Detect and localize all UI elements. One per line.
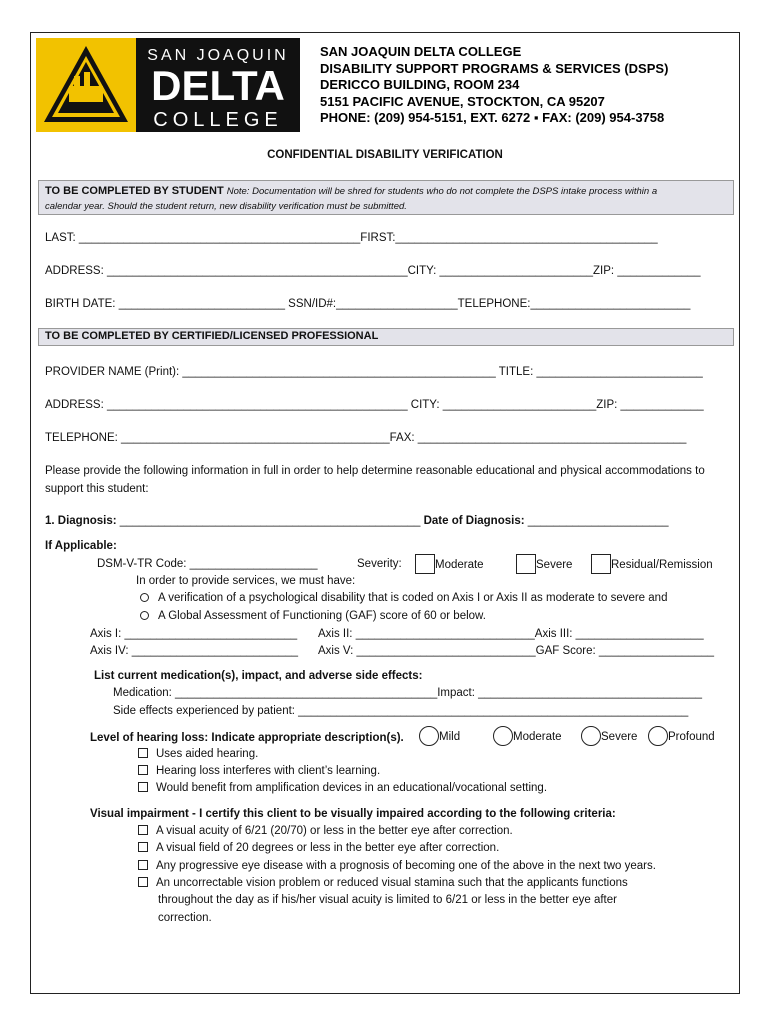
visual-checkbox-3[interactable]	[138, 860, 148, 870]
hearing-item-2-text: Hearing loss interferes with client’s learning.	[156, 765, 381, 777]
header-line-2: DISABILITY SUPPORT PROGRAMS & SERVICES (DSPS)	[320, 60, 669, 76]
hearing-profound-label: Profound	[668, 731, 715, 743]
form-title: CONFIDENTIAL DISABILITY VERIFICATION	[267, 149, 503, 161]
college-header	[320, 44, 668, 127]
hearing-profound-option[interactable]	[648, 726, 715, 746]
severity-severe-option[interactable]	[516, 554, 572, 574]
hearing-item-3[interactable]	[138, 782, 547, 794]
provider-address-field[interactable]: ADDRESS: _______________________________________________ CITY: ________________________ZIP: _____________	[45, 399, 704, 411]
header-line-3: DERICCO BUILDING, ROOM 234	[320, 77, 520, 92]
requirement-2	[140, 610, 486, 622]
bullet-icon	[140, 593, 149, 602]
visual-item-4-cont-2: correction.	[158, 912, 212, 924]
if-applicable-label: If Applicable:	[45, 540, 117, 552]
instructions-text: Please provide the following information in full in order to help determine reasonable educational and physical accommodations to support this student:	[45, 465, 705, 495]
medication-field[interactable]: Medication: _________________________________________Impact: ___________________________________	[113, 687, 702, 699]
header-line-5: PHONE: (209) 954-5151, EXT. 6272 ▪ FAX: (209) 954-3758	[320, 110, 665, 125]
hearing-moderate-option[interactable]	[493, 726, 562, 746]
student-note-2: calendar year. Should the student return, new disability verification must be submitted.	[45, 201, 407, 212]
hearing-moderate-radio[interactable]	[493, 726, 513, 746]
visual-item-4-text: An uncorrectable vision problem or reduced visual stamina such that the applicants functions	[156, 877, 628, 889]
residual-checkbox[interactable]	[591, 554, 611, 574]
provider-name-field[interactable]: PROVIDER NAME (Print): _________________________________________________ TITLE: __________________________	[45, 366, 703, 378]
hearing-item-2[interactable]	[138, 765, 380, 777]
diagnosis-label: 1. Diagnosis:	[45, 515, 117, 527]
hearing-item-1-text: Uses aided hearing.	[156, 748, 259, 760]
student-address-field[interactable]: ADDRESS: _______________________________________________CITY: ________________________ZIP: _____________	[45, 265, 701, 277]
hearing-item-3-text: Would benefit from amplification devices in an educational/vocational setting.	[156, 782, 548, 794]
visual-item-1[interactable]	[138, 825, 513, 837]
moderate-checkbox[interactable]	[415, 554, 435, 574]
diagnosis-field[interactable]: _______________________________________________	[119, 515, 421, 527]
student-section-heading: TO BE COMPLETED BY STUDENT	[45, 185, 224, 197]
hearing-severe-option[interactable]	[581, 726, 637, 746]
visual-checkbox-2[interactable]	[138, 842, 148, 852]
side-effects-field[interactable]: Side effects experienced by patient: _____________________________________________________________	[113, 705, 689, 717]
visual-checkbox-4[interactable]	[138, 877, 148, 887]
student-birth-field[interactable]: BIRTH DATE: __________________________ SSN/ID#:___________________TELEPHONE:_________________________	[45, 298, 691, 310]
severity-label: Severity:	[357, 558, 402, 570]
severity-residual-option[interactable]	[591, 554, 713, 574]
delta-college-logo	[36, 38, 300, 132]
provide-services-text: In order to provide services, we must have:	[136, 575, 356, 587]
provider-phone-field[interactable]: TELEPHONE: __________________________________________FAX: __________________________________________	[45, 432, 687, 444]
visual-item-2-text: A visual field of 20 degrees or less in the better eye after correction.	[156, 842, 500, 854]
visual-item-4-cont-1: throughout the day as if his/her visual acuity is limited to 6/21 or less in the better eye after	[158, 894, 617, 906]
visual-item-4[interactable]	[138, 877, 628, 889]
student-name-field[interactable]: LAST: ____________________________________________FIRST:_________________________________________	[45, 232, 658, 244]
student-note-1: Note: Documentation will be shred for students who do not complete the DSPS intake process within a	[226, 186, 658, 197]
visual-item-1-text: A visual acuity of 6/21 (20/70) or less in the better eye after correction.	[156, 825, 513, 837]
mild-radio[interactable]	[419, 726, 439, 746]
hearing-moderate-label: Moderate	[513, 731, 562, 743]
logo-text-3: COLLEGE	[153, 109, 283, 131]
professional-section-heading: TO BE COMPLETED BY CERTIFIED/LICENSED PROFESSIONAL	[38, 328, 734, 346]
diagnosis-date-label: Date of Diagnosis:	[423, 515, 525, 527]
hearing-mild-option[interactable]	[419, 726, 460, 746]
visual-heading: Visual impairment - I certify this client to be visually impaired according to the following criteria:	[90, 808, 616, 820]
severe-checkbox[interactable]	[516, 554, 536, 574]
hearing-checkbox-2[interactable]	[138, 765, 148, 775]
hearing-checkbox-3[interactable]	[138, 782, 148, 792]
header-line-1: SAN JOAQUIN DELTA COLLEGE	[320, 44, 522, 59]
diagnosis-date-field[interactable]: ______________________	[527, 515, 669, 527]
visual-checkbox-1[interactable]	[138, 825, 148, 835]
visual-item-2[interactable]	[138, 842, 499, 854]
visual-item-3[interactable]	[138, 860, 656, 872]
visual-item-3-text: Any progressive eye disease with a prognosis of becoming one of the above in the next two years.	[156, 860, 656, 872]
axis-2-3-field[interactable]: Axis II: ____________________________Axis III: ____________________	[318, 628, 704, 640]
diagnosis-row	[45, 515, 668, 527]
hearing-profound-radio[interactable]	[648, 726, 668, 746]
requirement-2-text: A Global Assessment of Functioning (GAF) score of 60 or below.	[158, 610, 486, 622]
moderate-label: Moderate	[435, 559, 484, 571]
bullet-icon	[140, 611, 149, 620]
axis-5-gaf-field[interactable]: Axis V: ____________________________GAF Score: __________________	[318, 645, 715, 657]
mild-label: Mild	[439, 731, 461, 743]
medication-heading: List current medication(s), impact, and adverse side effects:	[94, 670, 423, 682]
hearing-severe-radio[interactable]	[581, 726, 601, 746]
hearing-item-1[interactable]	[138, 748, 258, 760]
student-section-header	[38, 180, 734, 215]
severity-moderate-option[interactable]	[415, 554, 484, 574]
hearing-heading: Level of hearing loss: Indicate appropriate description(s).	[90, 732, 404, 744]
hearing-severe-label: Severe	[601, 731, 638, 743]
requirement-1	[140, 592, 667, 604]
axis-4-field[interactable]: Axis IV: __________________________	[90, 645, 299, 657]
dsm-code-field[interactable]: DSM-V-TR Code: ____________________	[97, 558, 318, 570]
residual-label: Residual/Remission	[611, 559, 713, 571]
hearing-checkbox-1[interactable]	[138, 748, 148, 758]
header-line-4: 5151 PACIFIC AVENUE, STOCKTON, CA 95207	[320, 93, 605, 109]
severe-label: Severe	[536, 559, 573, 571]
requirement-1-text: A verification of a psychological disability that is coded on Axis I or Axis II as moderate to severe and	[158, 592, 668, 604]
logo-text-2: DELTA	[151, 62, 285, 109]
axis-1-field[interactable]: Axis I: ___________________________	[90, 628, 298, 640]
logo-text-1: SAN JOAQUIN	[147, 47, 289, 64]
